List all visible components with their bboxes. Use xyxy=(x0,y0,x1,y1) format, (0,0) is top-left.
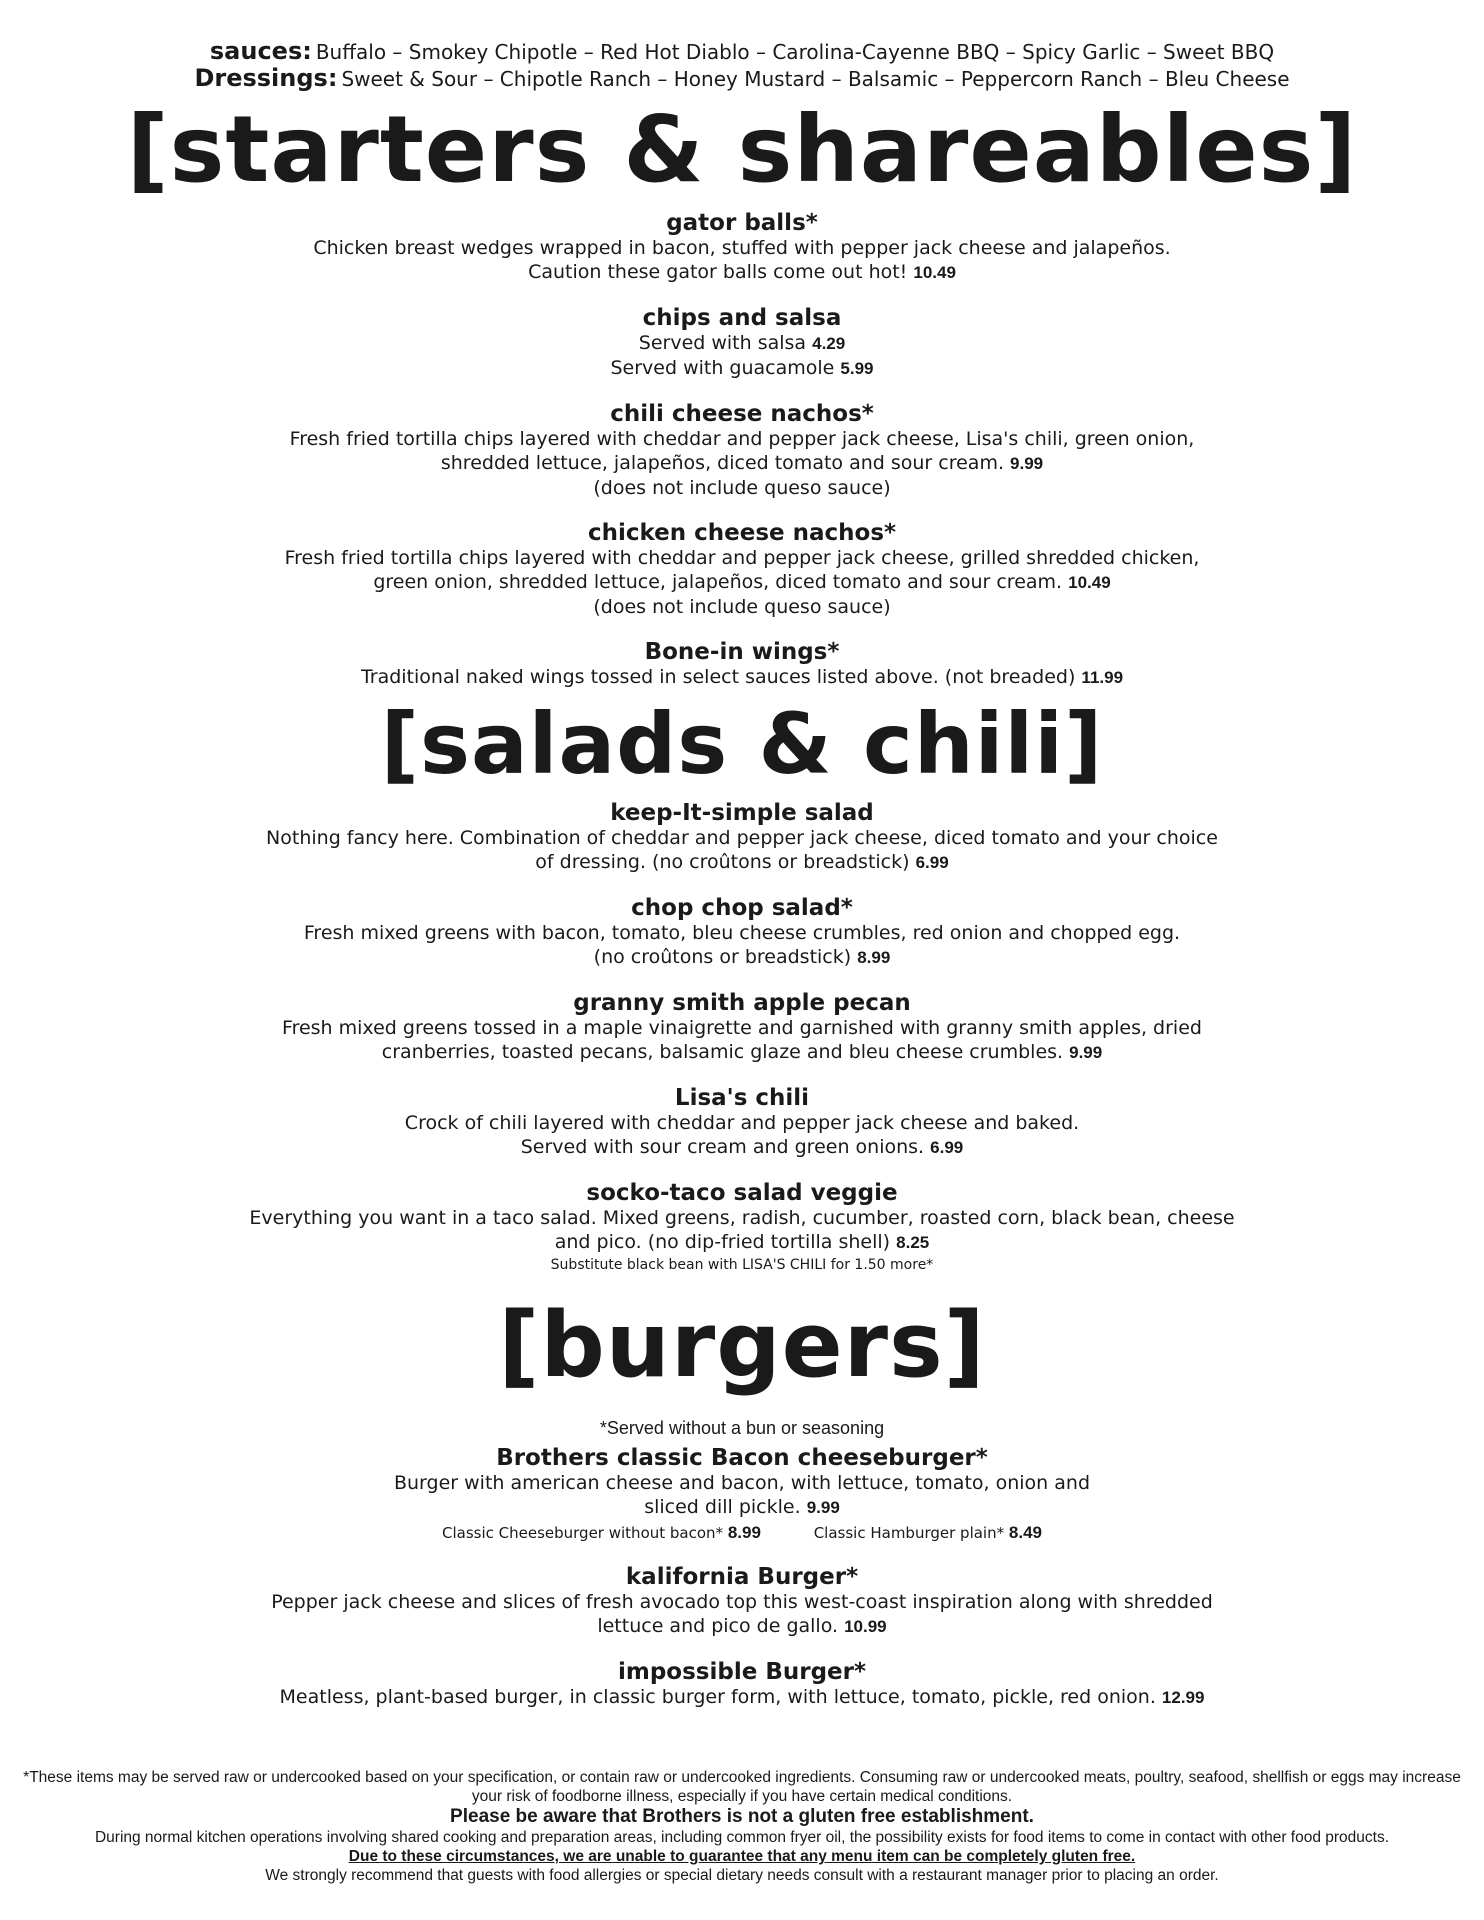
item-option-text: Served with guacamole xyxy=(610,357,835,379)
item-name: gator balls* xyxy=(666,210,818,236)
item-description-text: Traditional naked wings tossed in select sauces listed above. (not breaded) xyxy=(360,666,1076,688)
item-name: chicken cheese nachos* xyxy=(587,520,897,546)
item-description-text: cranberries, toasted pecans, balsamic glaze and bleu cheese crumbles. xyxy=(381,1041,1064,1063)
item-description-text: lettuce and pico de gallo. xyxy=(597,1615,839,1637)
item-name: Brothers classic Bacon cheeseburger* xyxy=(496,1445,988,1471)
sauces-label: sauces: xyxy=(209,37,312,65)
item-description: Fresh fried tortilla chips layered with cheddar and pepper jack cheese, grilled shredded chicken, xyxy=(284,547,1200,569)
gluten-warning-text: During normal kitchen operations involving shared cooking and preparation areas, including common fryer oil, the possibility exists for food items to come in contact with other food products. xyxy=(94,1829,1390,1846)
item-description xyxy=(0,1040,1484,1065)
item-price: 6.99 xyxy=(915,853,949,872)
gluten-guarantee-notice: Due to these circumstances, we are unable to guarantee that any menu item can be completely gluten free. xyxy=(348,1848,1136,1865)
item-price: 9.99 xyxy=(1010,454,1044,473)
item-price: 6.99 xyxy=(930,1138,964,1157)
section-title-burgers: [burgers] xyxy=(498,1293,986,1398)
item-note: (does not include queso sauce) xyxy=(593,596,891,618)
section-title-starters: [starters & shareables] xyxy=(126,96,1358,203)
menu-item xyxy=(0,520,1484,619)
item-price: 8.25 xyxy=(896,1233,930,1252)
item-option xyxy=(0,331,1484,356)
item-price: 8.99 xyxy=(857,948,891,967)
item-description xyxy=(0,1614,1484,1639)
item-price: 4.29 xyxy=(812,334,846,353)
item-name: Bone-in wings* xyxy=(644,639,840,665)
item-description xyxy=(0,1495,1484,1520)
menu-item xyxy=(0,1180,1484,1275)
item-description-text: Meatless, plant-based burger, in classic burger form, with lettuce, tomato, pickle, red onion. xyxy=(279,1686,1156,1708)
variant-label: Classic Cheeseburger without bacon* xyxy=(442,1524,724,1542)
item-description-text: green onion, shredded lettuce, jalapeños, diced tomato and sour cream. xyxy=(373,571,1063,593)
item-description xyxy=(0,570,1484,595)
item-name: granny smith apple pecan xyxy=(573,990,911,1016)
item-price: 5.99 xyxy=(840,359,874,378)
item-description: Everything you want in a taco salad. Mixed greens, radish, cucumber, roasted corn, black bean, cheese xyxy=(249,1207,1235,1229)
item-name: kalifornia Burger* xyxy=(625,1564,859,1590)
served-note: *Served without a bun or seasoning xyxy=(599,1418,885,1438)
variant-price: 8.99 xyxy=(727,1523,761,1542)
item-description xyxy=(0,1135,1484,1160)
menu-item xyxy=(0,1445,1484,1544)
sauces-list: Buffalo – Smokey Chipotle – Red Hot Diablo – Carolina-Cayenne BBQ – Spicy Garlic – Sweet BBQ xyxy=(315,40,1275,64)
item-price: 10.49 xyxy=(913,263,956,282)
item-description: Burger with american cheese and bacon, with lettuce, tomato, onion and xyxy=(393,1472,1091,1494)
section-title-salads: [salads & chili] xyxy=(380,695,1104,793)
item-price: 12.99 xyxy=(1161,1688,1205,1707)
item-description xyxy=(0,665,1484,690)
allergy-advice: We strongly recommend that guests with food allergies or special dietary needs consult with a restaurant manager prior to placing an order. xyxy=(265,1867,1219,1884)
footer xyxy=(0,1768,1484,1885)
item-name: socko-taco salad veggie xyxy=(586,1180,898,1206)
dressings-list: Sweet & Sour – Chipotle Ranch – Honey Mustard – Balsamic – Peppercorn Ranch – Bleu Cheese xyxy=(341,67,1290,91)
variant-price: 8.49 xyxy=(1008,1523,1042,1542)
dressings-label: Dressings: xyxy=(194,64,338,92)
item-description xyxy=(0,945,1484,970)
variant xyxy=(442,1524,761,1542)
item-description xyxy=(0,1685,1484,1710)
variant-label: Classic Hamburger plain* xyxy=(813,1524,1005,1542)
item-name: chips and salsa xyxy=(642,305,842,331)
item-name: chili cheese nachos* xyxy=(610,401,874,427)
item-variants xyxy=(0,1522,1484,1544)
sauces-line xyxy=(0,38,1484,65)
variant xyxy=(814,1524,1042,1542)
item-description-text: (no croûtons or breadstick) xyxy=(593,946,852,968)
item-description-text: and pico. (no dip-fried tortilla shell) xyxy=(554,1231,891,1253)
menu-item xyxy=(0,1564,1484,1639)
item-price: 10.49 xyxy=(1068,573,1111,592)
item-description: Fresh fried tortilla chips layered with cheddar and pepper jack cheese, Lisa's chili, green onion, xyxy=(289,428,1195,450)
menu-item xyxy=(0,401,1484,500)
item-description-text: of dressing. (no croûtons or breadstick) xyxy=(535,851,910,873)
item-note: (does not include queso sauce) xyxy=(593,477,891,499)
item-description xyxy=(0,260,1484,285)
item-name: chop chop salad* xyxy=(631,895,853,921)
item-option xyxy=(0,356,1484,381)
item-note: Substitute black bean with LISA'S CHILI for 1.50 more* xyxy=(550,1257,934,1273)
item-description: Chicken breast wedges wrapped in bacon, stuffed with pepper jack cheese and jalapeños. xyxy=(313,237,1171,259)
item-name: impossible Burger* xyxy=(617,1659,866,1685)
item-description xyxy=(0,451,1484,476)
item-price: 9.99 xyxy=(1069,1043,1103,1062)
item-name: keep-It-simple salad xyxy=(610,800,874,826)
gluten-warning-title: Please be aware that Brothers is not a gluten free establishment. xyxy=(450,1806,1034,1827)
menu-item xyxy=(0,800,1484,875)
menu-item xyxy=(0,1659,1484,1710)
item-description: Fresh mixed greens with bacon, tomato, bleu cheese crumbles, red onion and chopped egg. xyxy=(303,922,1181,944)
item-description xyxy=(0,850,1484,875)
item-description-text: sliced dill pickle. xyxy=(644,1496,801,1518)
item-description: Pepper jack cheese and slices of fresh avocado top this west-coast inspiration along with shredded xyxy=(271,1591,1213,1613)
item-option-text: Served with salsa xyxy=(638,332,807,354)
dressings-line xyxy=(0,65,1484,92)
raw-food-disclaimer: *These items may be served raw or undercooked based on your specification, or contain raw or undercooked ingredients. Consuming raw or undercooked meats, poultry, seafood, shellfish or eggs may increase your risk of foodborne illness, especially if you have certain medical conditions. xyxy=(23,1769,1461,1805)
menu-item xyxy=(0,990,1484,1065)
item-description: Fresh mixed greens tossed in a maple vinaigrette and garnished with granny smith apples, dried xyxy=(282,1017,1202,1039)
item-description xyxy=(0,1230,1484,1255)
menu-item xyxy=(0,639,1484,690)
item-name: Lisa's chili xyxy=(674,1085,810,1111)
item-description: Crock of chili layered with cheddar and pepper jack cheese and baked. xyxy=(404,1112,1080,1134)
item-price: 10.99 xyxy=(844,1617,887,1636)
item-price: 11.99 xyxy=(1081,668,1124,687)
menu-item xyxy=(0,895,1484,970)
item-description: Nothing fancy here. Combination of cheddar and pepper jack cheese, diced tomato and your choice xyxy=(266,827,1218,849)
item-description-text: Served with sour cream and green onions. xyxy=(520,1136,925,1158)
menu-item xyxy=(0,210,1484,285)
item-description-text: Caution these gator balls come out hot! xyxy=(528,261,908,283)
item-price: 9.99 xyxy=(806,1498,840,1517)
menu-item xyxy=(0,1085,1484,1160)
item-description-text: shredded lettuce, jalapeños, diced tomato and sour cream. xyxy=(440,452,1004,474)
menu-item xyxy=(0,305,1484,381)
